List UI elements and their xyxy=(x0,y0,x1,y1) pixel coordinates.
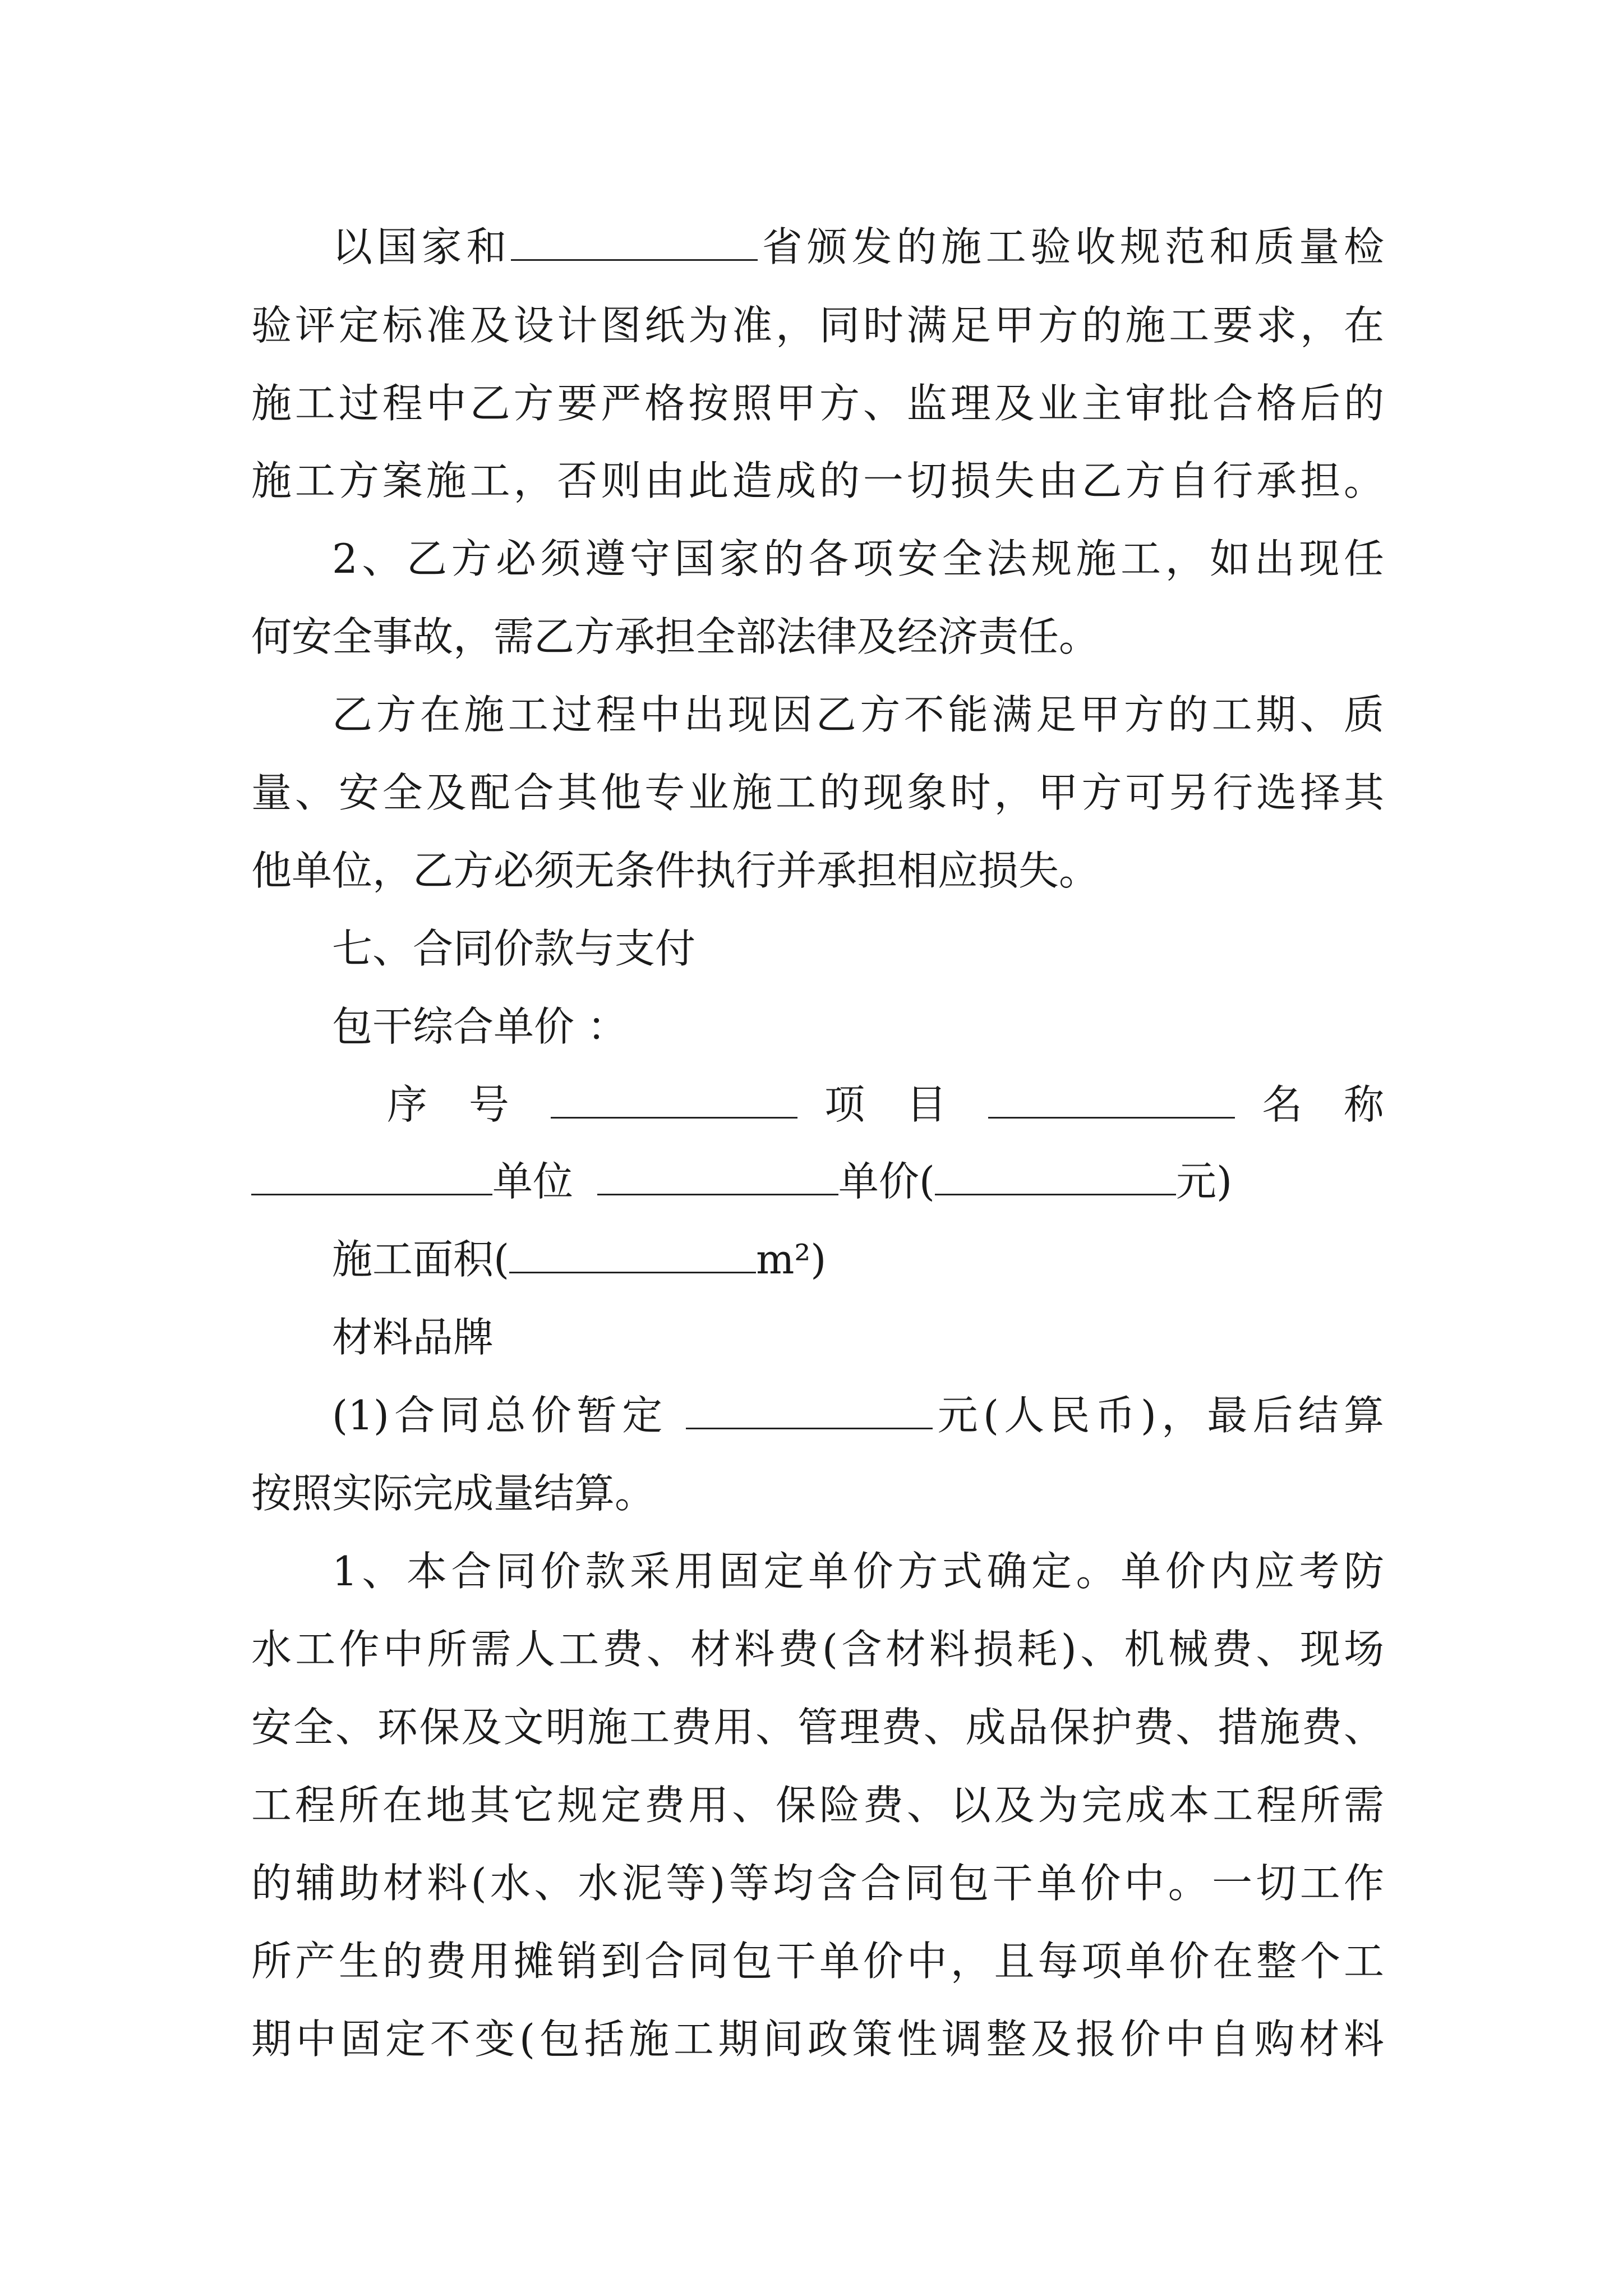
area-unit: m²) xyxy=(756,1236,827,1283)
price-row-line xyxy=(251,1148,1384,1215)
serial-blank[interactable] xyxy=(551,1088,797,1119)
area-blank[interactable] xyxy=(509,1243,756,1273)
paragraph-line: 工程所在地其它规定费用、保险费、以及为完成本工程所需 xyxy=(251,1782,1384,1829)
paragraph-line: 何安全事故，需乙方承担全部法律及经济责任。 xyxy=(251,613,1100,660)
paragraph-line: 按照实际完成量结算。 xyxy=(251,1470,656,1517)
fill-in-blank[interactable] xyxy=(511,230,758,261)
paragraph-line: 量、安全及配合其他专业施工的现象时，甲方可另行选择其 xyxy=(251,769,1384,816)
paragraph-line: 施工过程中乙方要严格按照甲方、监理及业主审批合格后的 xyxy=(251,380,1384,427)
paragraph-line: 水工作中所需人工费、材料费(含材料损耗)、机械费、现场 xyxy=(251,1626,1384,1673)
paragraph-line: 乙方在施工过程中出现因乙方不能满足甲方的工期、质 xyxy=(332,691,1384,738)
text-segment: 以国家和 xyxy=(332,223,511,270)
unit-label: 单位 xyxy=(492,1158,574,1205)
unit-blank[interactable] xyxy=(251,1165,492,1195)
price-label: 单价( xyxy=(838,1158,935,1205)
item-label: 项 目 xyxy=(824,1081,961,1128)
paragraph-line: 验评定标准及设计图纸为准，同时满足甲方的施工要求，在 xyxy=(251,302,1384,349)
material-brand-label: 材料品牌 xyxy=(332,1314,494,1361)
paragraph-line: 他单位，乙方必须无条件执行并承担相应损失。 xyxy=(251,847,1100,894)
paragraph-line: 期中固定不变(包括施工期间政策性调整及报价中自购材料 xyxy=(251,2016,1384,2063)
total-blank[interactable] xyxy=(686,1398,933,1429)
item-blank[interactable] xyxy=(988,1088,1235,1119)
text-segment: 省颁发的施工验收规范和质量检 xyxy=(758,223,1384,270)
total-label: (1)合同总价暂定 xyxy=(332,1392,668,1439)
paragraph-line xyxy=(332,213,1384,280)
unit-price-blank[interactable] xyxy=(597,1165,838,1195)
price-row-line xyxy=(387,1071,1384,1138)
paragraph-line: 施工方案施工，否则由此造成的一切损失由乙方自行承担。 xyxy=(251,457,1384,504)
serial-label: 序 号 xyxy=(387,1081,524,1128)
paragraph-line: 的辅助材料(水、水泥等)等均含合同包干单价中。一切工作 xyxy=(251,1860,1384,1907)
name-label: 名 称 xyxy=(1262,1081,1385,1128)
price-amount-blank[interactable] xyxy=(935,1165,1176,1195)
area-label: 施工面积( xyxy=(332,1236,510,1283)
paragraph-line xyxy=(332,1382,1384,1449)
paragraph-line: 2、乙方必须遵守国家的各项安全法规施工，如出现任 xyxy=(332,535,1384,582)
unit-price-label: 包干综合单价 ： xyxy=(332,1003,628,1050)
paragraph-line: 1、本合同价款采用固定单价方式确定。单价内应考防 xyxy=(332,1548,1384,1595)
price-unit: 元) xyxy=(1176,1158,1233,1205)
paragraph-line: 所产生的费用摊销到合同包干单价中，且每项单价在整个工 xyxy=(251,1938,1384,1985)
total-post: 元(人民币)，最后结算 xyxy=(932,1392,1384,1439)
section-heading: 七、合同价款与支付 xyxy=(332,925,696,972)
area-line xyxy=(332,1226,1384,1293)
paragraph-line: 安全、环保及文明施工费用、管理费、成品保护费、措施费、 xyxy=(251,1704,1384,1751)
